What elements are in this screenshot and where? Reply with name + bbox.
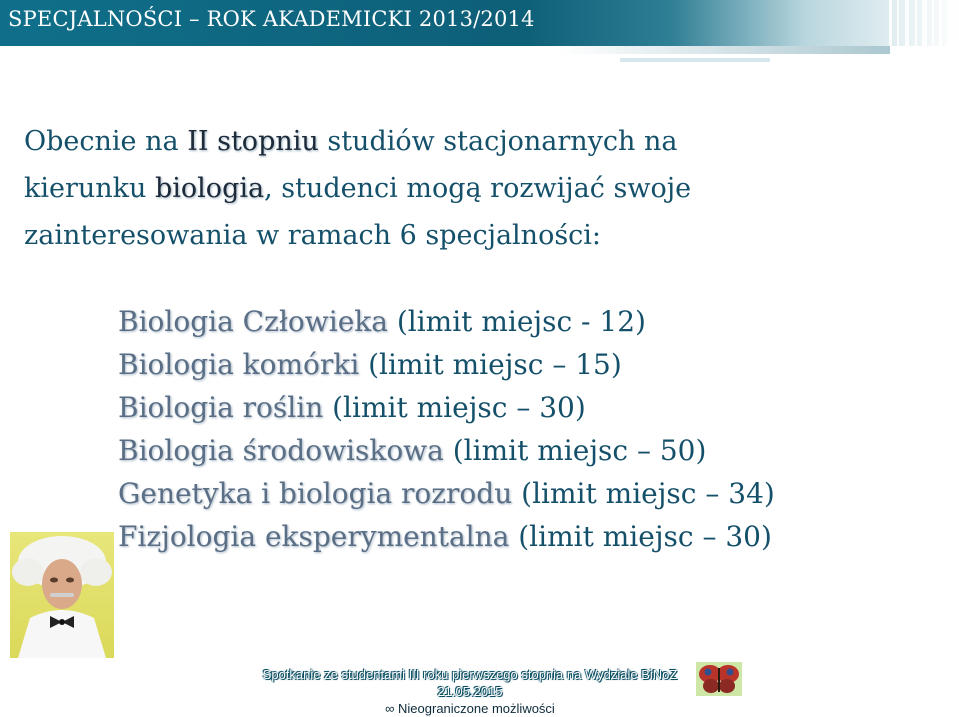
specialization-name: Biologia komórki — [118, 348, 360, 381]
slide-title: SPECJALNOŚCI – ROK AKADEMICKI 2013/2014 — [8, 7, 535, 31]
specialization-limit: (limit miejsc – 30) — [509, 520, 772, 553]
specialization-name: Genetyka i biologia rozrodu — [118, 477, 513, 510]
slide-header — [0, 0, 959, 46]
list-item — [118, 429, 948, 472]
list-item — [118, 343, 948, 386]
list-item — [118, 472, 948, 515]
specialization-limit: (limit miejsc – 34) — [512, 477, 775, 510]
header-stripes — [769, 0, 959, 46]
list-item — [118, 386, 948, 429]
intro-text: kierunku — [24, 173, 155, 204]
intro-paragraph — [24, 118, 944, 259]
header-accent — [560, 46, 890, 54]
scientist-illustration — [10, 532, 114, 658]
list-item — [118, 300, 948, 343]
specialization-limit: (limit miejsc - 12) — [387, 305, 646, 338]
intro-text: Obecnie na — [24, 126, 188, 157]
specialization-limit: (limit miejsc – 15) — [359, 348, 622, 381]
footer-meeting: Spotkanie ze studentami III roku pierwszego stopnia na Wydziale BiNoZ — [262, 667, 678, 682]
specialization-name: Fizjologia eksperymentalna — [118, 520, 510, 553]
intro-highlight-field: biologia — [155, 173, 265, 204]
footer-motto: ∞ Nieograniczone możliwości — [385, 701, 555, 716]
intro-text: studiów stacjonarnych na — [318, 126, 678, 157]
slide-footer — [230, 666, 710, 717]
specialization-list — [118, 300, 948, 558]
butterfly-image — [696, 662, 742, 696]
header-accent-line — [620, 58, 770, 62]
intro-highlight-degree: II stopniu — [187, 126, 319, 157]
specialization-name: Biologia Człowieka — [118, 305, 388, 338]
intro-text: zainteresowania w ramach 6 specjalności: — [24, 220, 602, 251]
butterfly-illustration — [696, 662, 742, 696]
specialization-name: Biologia środowiskowa — [118, 434, 444, 467]
specialization-name: Biologia roślin — [118, 391, 324, 424]
list-item — [118, 515, 948, 558]
specialization-limit: (limit miejsc – 50) — [443, 434, 707, 467]
intro-text: , studenci mogą rozwijać swoje — [264, 173, 692, 204]
footer-date: 21.05.2015 — [437, 684, 503, 699]
scientist-photo — [10, 532, 114, 658]
specialization-limit: (limit miejsc – 30) — [323, 391, 586, 424]
